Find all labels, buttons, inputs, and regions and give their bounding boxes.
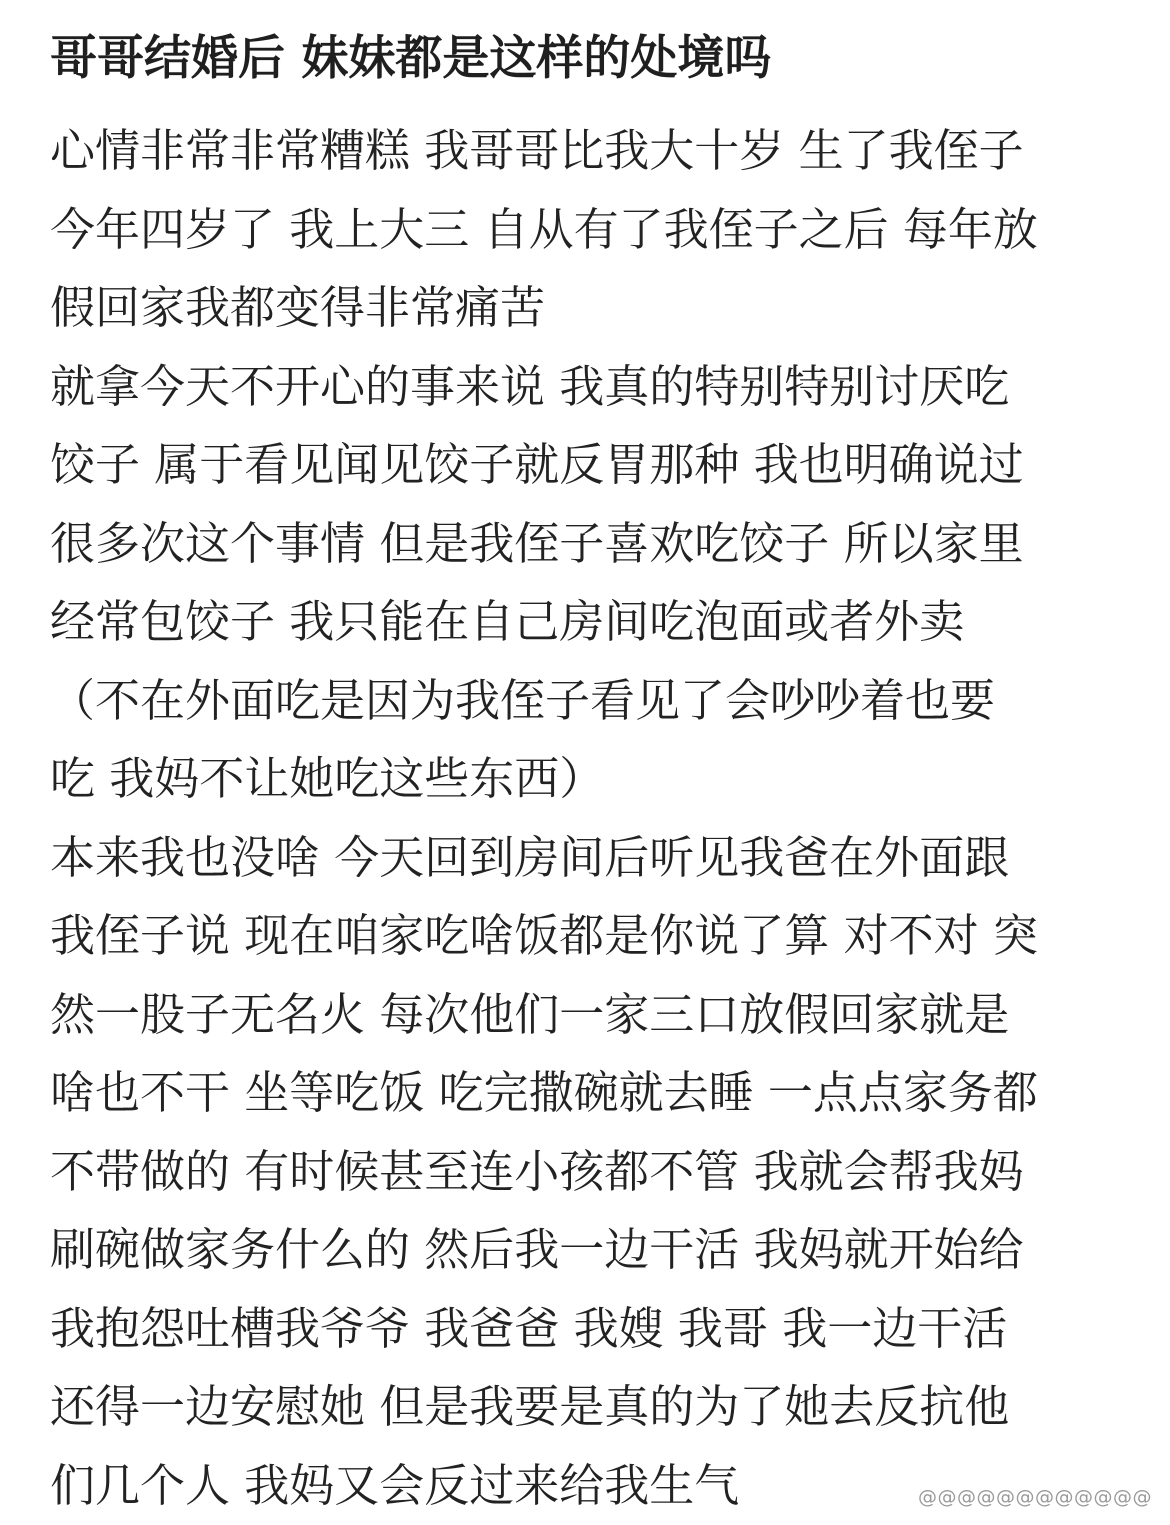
post-line: 不带做的 有时候甚至连小孩都不管 我就会帮我妈	[50, 1133, 1130, 1212]
post-body	[50, 112, 1130, 1525]
post-line: 心情非常非常糟糕 我哥哥比我大十岁 生了我侄子	[50, 112, 1130, 191]
post-line: 还得一边安慰她 但是我要是真的为了她去反抗他	[50, 1368, 1130, 1447]
post-line: 我抱怨吐槽我爷爷 我爸爸 我嫂 我哥 我一边干活	[50, 1290, 1130, 1369]
post-line: 饺子 属于看见闻见饺子就反胃那种 我也明确说过	[50, 426, 1130, 505]
post-line: 假回家我都变得非常痛苦	[50, 269, 1130, 348]
post-line: 本来我也没啥 今天回到房间后听见我爸在外面跟	[50, 819, 1130, 898]
watermark: @@@@@@@@@@@@	[918, 1485, 1152, 1509]
post-line: 啥也不干 坐等吃饭 吃完撒碗就去睡 一点点家务都	[50, 1054, 1130, 1133]
post-line: 刷碗做家务什么的 然后我一边干活 我妈就开始给	[50, 1211, 1130, 1290]
post-line: （不在外面吃是因为我侄子看见了会吵吵着也要	[50, 662, 1130, 741]
post-title: 哥哥结婚后 妹妹都是这样的处境吗	[50, 26, 1130, 92]
post-line: 吃 我妈不让她吃这些东西）	[50, 740, 1130, 819]
post-line: 我侄子说 现在咱家吃啥饭都是你说了算 对不对 突	[50, 897, 1130, 976]
post-line: 经常包饺子 我只能在自己房间吃泡面或者外卖	[50, 583, 1130, 662]
post-line: 今年四岁了 我上大三 自从有了我侄子之后 每年放	[50, 191, 1130, 270]
post-line: 就拿今天不开心的事来说 我真的特别特别讨厌吃	[50, 348, 1130, 427]
post-line: 然一股子无名火 每次他们一家三口放假回家就是	[50, 976, 1130, 1055]
post-container	[50, 26, 1130, 1525]
post-line: 很多次这个事情 但是我侄子喜欢吃饺子 所以家里	[50, 505, 1130, 584]
post-line: 们几个人 我妈又会反过来给我生气	[50, 1447, 1130, 1525]
